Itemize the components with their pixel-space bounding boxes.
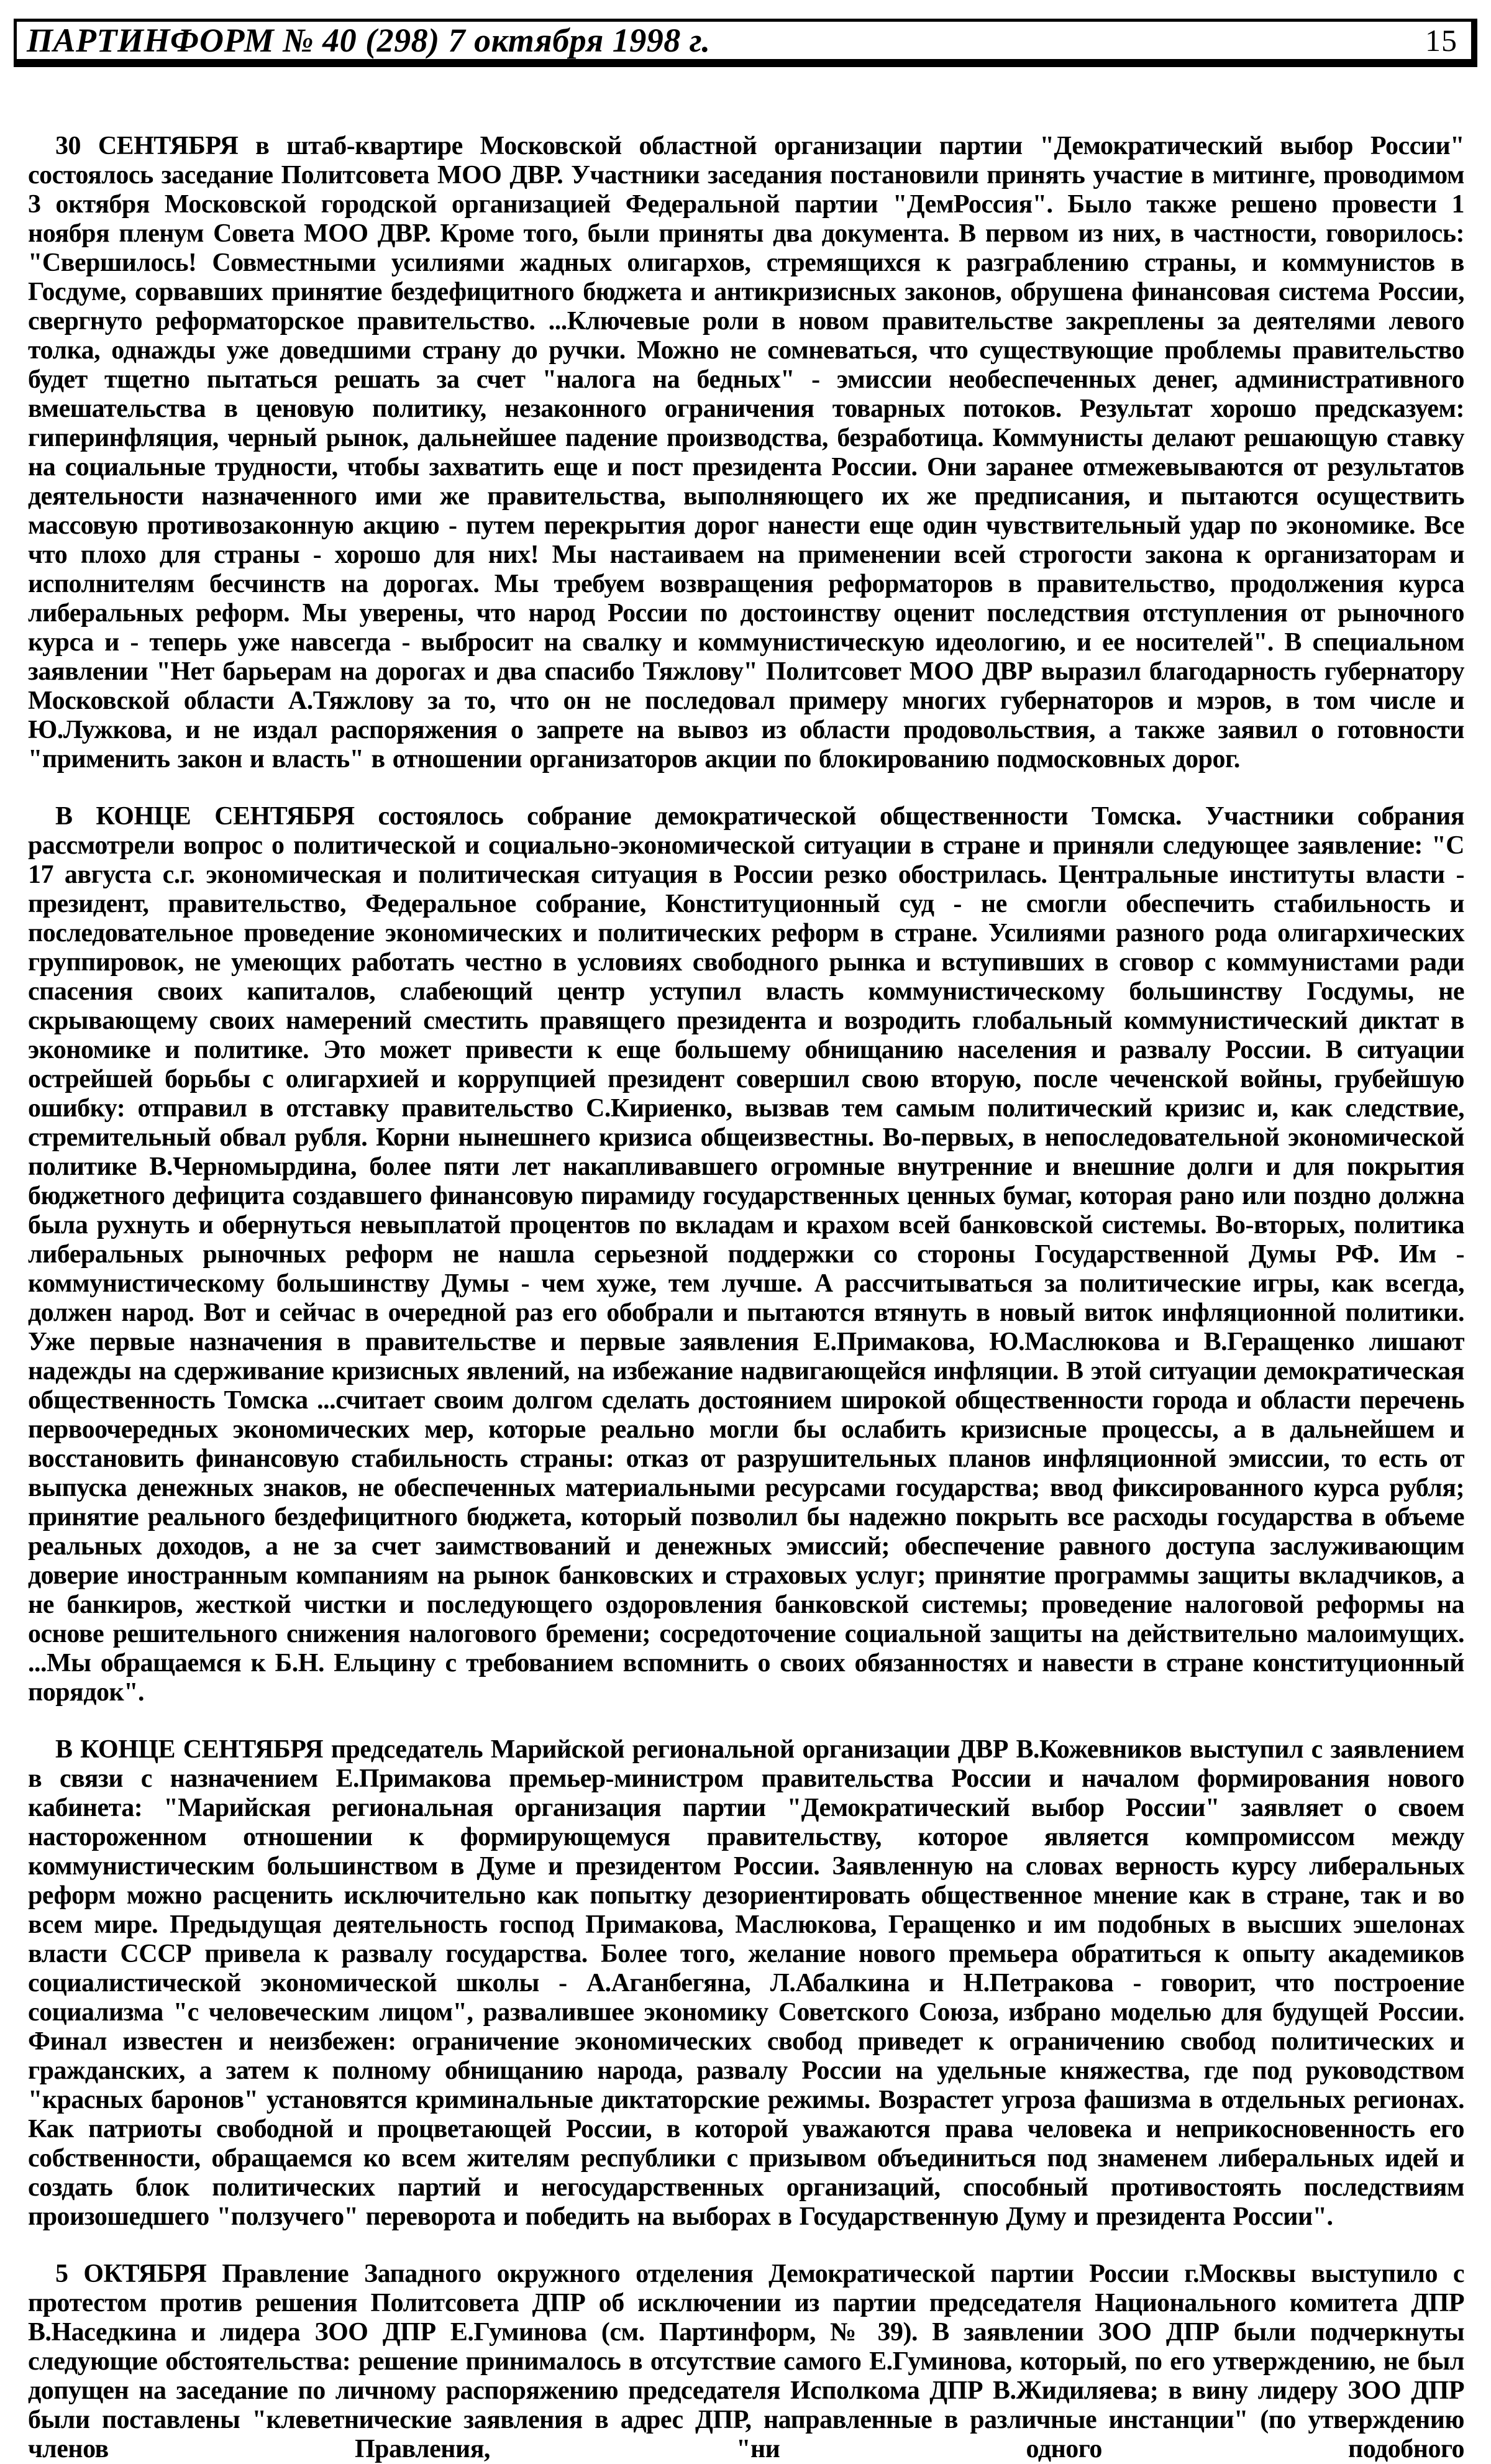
paragraph-5-october-dpr: 5 ОКТЯБРЯ Правление Западного окружного отделения Демократической партии России г.Москвы выступило с протестом против решения Политсовета ДПР об исключении из партии председателя Национального комитета ДПР В.Наседкина и лидера ЗОО ДПР Е.Гуминова (см. Партинформ, № 39). В заявлении ЗОО ДПР были подчеркнуты следующие обстоятельства: решение принималось в отсутствие самого Е.Гуминова, который, по его утверждению, не был допущен на заседание по личному распоряжению председателя Исполкома ДПР В.Жидиляева; в вину лидеру ЗОО ДПР были поставлены "клеветнические заявления в адрес ДПР, направленные в различные инстанции" (по утверждению членов Правления, "ни одного подобного — [28, 2260, 1464, 2463]
paragraph-tomsk-statement: В КОНЦЕ СЕНТЯБРЯ состоялось собрание демократической общественности Томска. Участники собрания рассмотрели вопрос о политической и социально-экономической ситуации в стране и приняли следующее заявление: "С 17 августа с.г. экономическая и политическая ситуация в России резко обострилась. Центральные институты власти - президент, правительство, Федеральное собрание, Конституционный суд - не смогли обеспечить стабильность и последовательное проведение экономических и политических реформ в стране. Усилиями разного рода олигархических группировок, не умеющих работать честно в условиях свободного рынка и вступивших в сговор с коммунистами ради спасения своих капиталов, слабеющий центр уступил власть коммунистическому большинству Госдумы, не скрывающему своих намерений сместить правящего президента и возродить глобальный коммунистический диктат в экономике и политике. Это может привести к еще большему обнищанию населения и развалу России. В ситуации острейшей борьбы с олигархией и коррупцией президент совершил свою вторую, после чеченской войны, грубейшую ошибку: отправил в отставку правительство С.Кириенко, вызвав тем самым политический кризис и, как следствие, стремительный обвал рубля. Корни нынешнего кризиса общеизвестны. Во-первых, в непоследовательной экономической политике В.Черномырдина, более пяти лет накапливавшего огромные внутренние и внешние долги и для покрытия бюджетного дефицита создавшего финансовую пирамиду государственных ценных бумаг, которая рано или поздно должна была рухнуть и обернуться невыплатой процентов по вкладам и крахом всей банковской системы. Во-вторых, политика либеральных рыночных реформ не нашла серьезной поддержки со стороны Государственной Думы РФ. Им - коммунистическому большинству Думы - чем хуже, тем лучше. А рассчитываться за политические игры, как всегда, должен народ. Вот и сейчас в очередной раз его обобрали и пытаются втянуть в новый виток инфляционной политики. Уже первые назначения в правительстве и первые заявления Е.Примакова, Ю.Маслюкова и В.Геращенко лишают надежды на сдерживание кризисных явлений, на избежание надвигающейся инфляции. В этой ситуации демократическая общественность Томска ...считает своим долгом сделать достоянием широкой общественности города и области перечень первоочередных экономических мер, которые реально могли бы ослабить кризисные процессы, а в дальнейшем и восстановить финансовую стабильность страны: отказ от разрушительных планов инфляционной эмиссии, то есть от выпуска денежных знаков, не обеспеченных материальными ресурсами государства; ввод фиксированного курса рубля; принятие реального бездефицитного бюджета, который позволил бы надежно покрыть все расходы государства в объеме реальных доходов, а не за счет заимствований и денежных эмиссий; обеспечение равного доступа заслуживающим доверие иностранным компаниям на рынок банковских и страховых услуг; принятие программы защиты вкладчиков, а не банкиров, жесткой чистки и последующего оздоровления банковской системы; проведение налоговой реформы на основе решительного снижения налогового бремени; сосредоточение социальной защиты на действительно малоимущих. ...Мы обращаемся к Б.Н. Ельцину с требованием вспомнить о своих обязанностях и навести в стране конституционный порядок". — [28, 802, 1464, 1707]
paragraph-30-september-dvr: 30 СЕНТЯБРЯ в штаб-квартире Московской областной организации партии "Демократический выбор России" состоялось заседание Политсовета МОО ДВР. Участники заседания постановили принять участие в митинге, проводимом 3 октября Московской городской организацией Федеральной партии "ДемРоссия". Было также решено провести 1 ноября пленум Совета МОО ДВР. Кроме того, были приняты два документа. В первом из них, в частности, говорилось: "Свершилось! Совместными усилиями жадных олигархов, стремящихся к разграблению страны, и коммунистов в Госдуме, сорвавших принятие бездефицитного бюджета и антикризисных законов, обрушена финансовая система России, свергнуто реформаторское правительство. ...Ключевые роли в новом правительстве закреплены за деятелями левого толка, однажды уже доведшими страну до ручки. Можно не сомневаться, что существующие проблемы правительство будет тщетно пытаться решать за счет "налога на бедных" - эмиссии необеспеченных денег, административного вмешательства в ценовую политику, незаконного ограничения товарных потоков. Результат хорошо предсказуем: гиперинфляция, черный рынок, дальнейшее падение производства, безработица. Коммунисты делают решающую ставку на социальные трудности, чтобы захватить еще и пост президента России. Они заранее отмежевываются от результатов деятельности назначенного ими же правительства, выполняющего их же предписания, и пытаются осуществить массовую противозаконную акцию - путем перекрытия дорог нанести еще один чувствительный удар по экономике. Все что плохо для страны - хорошо для них! Мы настаиваем на применении всей строгости закона к организаторам и исполнителям бесчинств на дорогах. Мы требуем возвращения реформаторов в правительство, продолжения курса либеральных реформ. Мы уверены, что народ России по достоинству оценит последствия отступления от рыночного курса и - теперь уже навсегда - выбросит на свалку и коммунистическую идеологию, и ее носителей". В специальном заявлении "Нет барьерам на дорогах и два спасибо Тяжлову" Политсовет МОО ДВР выразил благодарность губернатору Московской области А.Тяжлову за то, что он не последовал примеру многих губернаторов и мэров, в том числе и Ю.Лужкова, и не издал распоряжения о запрете на вывоз из области продовольствия, а также заявил о готовности "применить закон и власть" в отношении организаторов акции по блокированию подмосковных дорог. — [28, 132, 1464, 773]
article-body — [28, 132, 1464, 2464]
page-number: 15 — [1425, 23, 1457, 58]
newsletter-title: ПАРТИНФОРМ № 40 (298) 7 октября 1998 г. — [27, 22, 711, 59]
newsletter-header — [14, 19, 1477, 67]
paragraph-mari-dvr-statement: В КОНЦЕ СЕНТЯБРЯ председатель Марийской региональной организации ДВР В.Кожевников выступил с заявлением в связи с назначением Е.Примакова премьер-министром правительства России и началом формирования нового кабинета: "Марийская региональная организация партии "Демократический выбор России" заявляет о своем настороженном отношении к формирующемуся правительству, которое является компромиссом между коммунистическим большинством в Думе и президентом России. Заявленную на словах верность курсу либеральных реформ можно расценить исключительно как попытку дезориентировать общественное мнение как в стране, так и во всем мире. Предыдущая деятельность господ Примакова, Маслюкова, Геращенко и им подобных в высших эшелонах власти СССР привела к развалу государства. Более того, желание нового премьера обратиться к опыту академиков социалистической экономической школы - А.Аганбегяна, Л.Абалкина и Н.Петракова - говорит, что построение социализма "с человеческим лицом", развалившее экономику Советского Союза, избрано моделью для будущей России. Финал известен и неизбежен: ограничение экономических свобод приведет к ограничению свобод политических и гражданских, а затем к полному обнищанию народа, развалу России на удельные княжества, где под руководством "красных баронов" установятся криминальные диктаторские режимы. Возрастет угроза фашизма в отдельных регионах. Как патриоты свободной и процветающей России, в которой уважаются права человека и неприкосновенность его собственности, обращаемся ко всем жителям республики с призывом объединиться под знаменем либеральных идей и создать блок политических партий и негосударственных организаций, способный противостоять последствиям произошедшего "ползучего" переворота и победить на выборах в Государственную Думу и президента России". — [28, 1735, 1464, 2231]
